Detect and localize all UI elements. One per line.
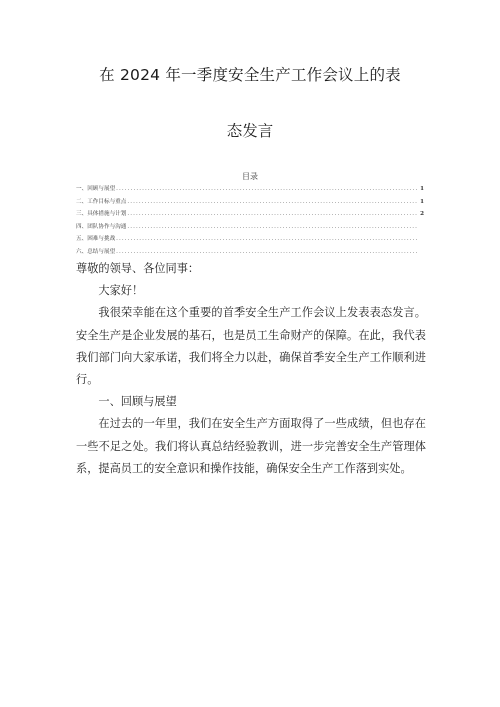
toc-entry[interactable] (76, 209, 424, 222)
toc-leader-dots (127, 224, 417, 230)
document-body (76, 258, 426, 480)
toc-entry-page: 2 (420, 211, 424, 218)
toc-entry-page: 1 (420, 186, 424, 192)
toc-heading: 目录 (242, 172, 258, 181)
toc-entry[interactable] (76, 222, 424, 235)
toc-entry-label: 二、工作目标与重点 (76, 198, 127, 205)
greeting: 大家好！ (98, 284, 144, 298)
toc-entry-page: 1 (420, 198, 424, 205)
toc-leader-dots (127, 199, 417, 205)
section-heading: 一、回顾与展望 (98, 395, 177, 409)
toc-entry[interactable] (76, 184, 424, 197)
body-paragraph: 在过去的一年里，我们在安全生产方面取得了一些成绩，但也存在一些不足之处。我们将认真总结经验教训，进一步完善安全生产管理体系，提高员工的安全意识和操作技能，确保安全生产工作落到实处。 (76, 417, 426, 475)
toc-leader-dots (116, 236, 417, 242)
toc-entry-label: 三、具体措施与计划 (76, 211, 127, 218)
toc-leader-dots (116, 249, 417, 255)
toc-entry[interactable] (76, 234, 424, 247)
toc-entry[interactable] (76, 197, 424, 210)
table-of-contents (76, 184, 424, 260)
toc-entry-label: 一、回顾与展望 (76, 186, 116, 192)
salutation: 尊敬的领导、各位同事： (76, 262, 200, 275)
toc-entry-label: 六、总结与展望 (76, 248, 116, 255)
body-paragraph: 我很荣幸能在这个重要的首季安全生产工作会议上发表表态发言。安全生产是企业发展的基石，也是员工生命财产的保障。在此，我代表我们部门向大家承诺，我们将全力以赴，确保首季安全生产工作顺利进行。 (76, 306, 426, 387)
toc-entry-label: 四、团队协作与沟通 (76, 223, 127, 230)
document-title-line-1: 在 2024 年一季度安全生产工作会议上的表 (99, 66, 401, 84)
toc-leader-dots (127, 211, 417, 217)
document-title-line-2: 态发言 (226, 122, 274, 140)
toc-entry-label: 五、困难与挑战 (76, 236, 116, 243)
toc-leader-dots (116, 186, 417, 192)
